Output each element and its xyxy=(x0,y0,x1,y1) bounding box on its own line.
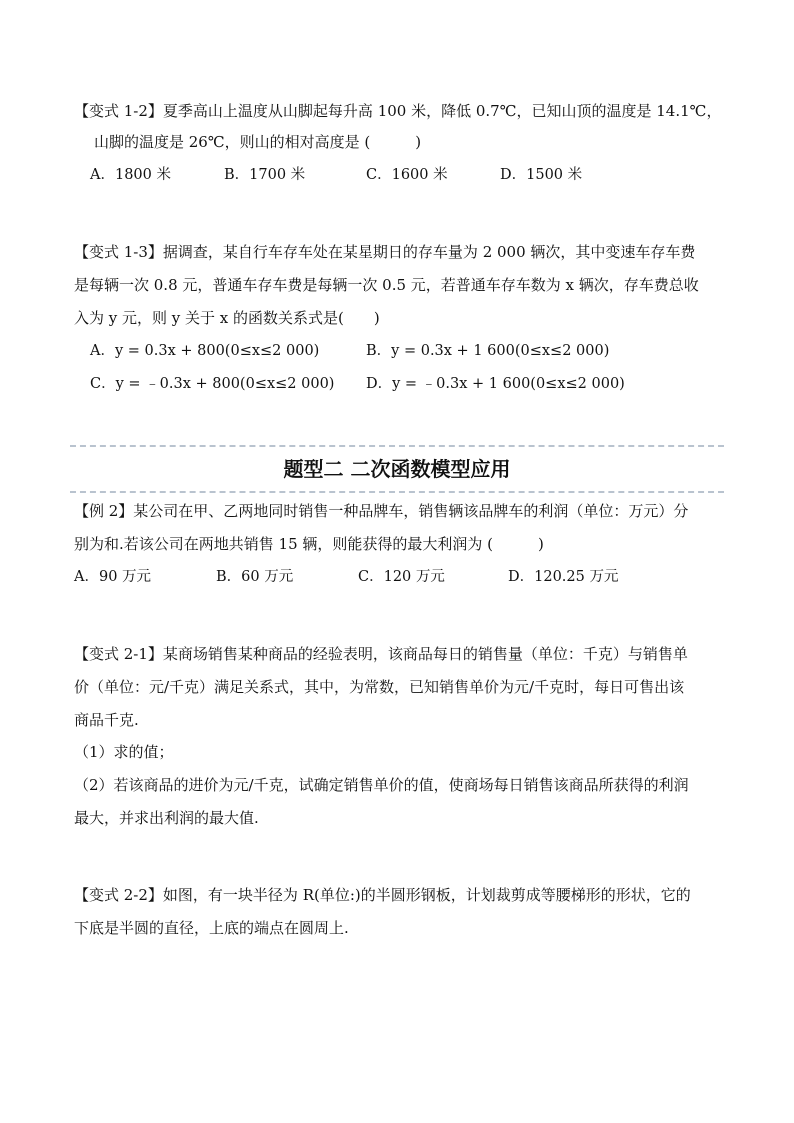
v21-line6: 最大，并求出利润的最大值. xyxy=(74,809,259,827)
section-title: 题型二 二次函数模型应用 xyxy=(283,457,511,481)
v12-line1: 【变式 1-2】夏季高山上温度从山脚起每升高 100 米，降低 0.7℃，已知山顶的温度是 14.1℃， xyxy=(74,102,722,120)
v22-line2: 下底是半圆的直径，上底的端点在圆周上. xyxy=(74,919,349,937)
section-divider-top xyxy=(70,445,724,447)
ex2-option-a: A．90 万元 xyxy=(74,569,152,585)
v21-line3: 商品千克. xyxy=(74,711,139,729)
section-divider-bottom xyxy=(70,491,724,493)
v21-line2: 价（单位：元/千克）满足关系式，其中，为常数，已知销售单价为元/千克时，每日可售出该 xyxy=(74,678,685,696)
v13-line2: 是每辆一次 0.8 元，普通车存车费是每辆一次 0.5 元，若普通车存车数为 x 辆次，存车费总收 xyxy=(74,276,699,294)
v21-question-1: （1）求的值； xyxy=(74,743,174,761)
v22-line1: 【变式 2-2】如图，有一块半径为 R(单位:)的半圆形钢板，计划裁剪成等腰梯形的形状，它的 xyxy=(74,886,691,904)
v13-option-a: A．y = 0.3x + 800(0≤x≤2 000) xyxy=(90,343,320,359)
v12-option-b: B．1700 米 xyxy=(224,167,306,183)
v21-line1: 【变式 2-1】某商场销售某种商品的经验表明，该商品每日的销售量（单位：千克）与销售单 xyxy=(74,645,688,663)
v13-line1: 【变式 1-3】据调查，某自行车存车处在某星期日的存车量为 2 000 辆次，其中变速车存车费 xyxy=(74,243,696,261)
v21-question-2: （2）若该商品的进价为元/千克，试确定销售单价的值，使商场每日销售该商品所获得的利润 xyxy=(74,776,689,794)
ex2-option-d: D．120.25 万元 xyxy=(508,569,619,585)
ex2-option-c: C．120 万元 xyxy=(358,569,445,585)
v13-line3: 入为 y 元，则 y 关于 x 的函数关系式是( ) xyxy=(74,309,380,327)
v13-option-c: C．y = ﹣0.3x + 800(0≤x≤2 000) xyxy=(90,376,335,392)
v13-option-b: B．y = 0.3x + 1 600(0≤x≤2 000) xyxy=(366,343,610,359)
v12-option-d: D．1500 米 xyxy=(500,167,583,183)
ex2-line1: 【例 2】某公司在甲、乙两地同时销售一种品牌车，销售辆该品牌车的利润（单位：万元）分 xyxy=(74,502,689,520)
v12-option-c: C．1600 米 xyxy=(366,167,448,183)
ex2-option-b: B．60 万元 xyxy=(216,569,294,585)
v13-option-d: D．y = ﹣0.3x + 1 600(0≤x≤2 000) xyxy=(366,376,625,392)
v12-line2: 山脚的温度是 26℃，则山的相对高度是 ( ) xyxy=(94,133,422,151)
v12-option-a: A．1800 米 xyxy=(90,167,171,183)
ex2-line2: 别为和.若该公司在两地共销售 15 辆，则能获得的最大利润为 ( ) xyxy=(74,535,544,553)
